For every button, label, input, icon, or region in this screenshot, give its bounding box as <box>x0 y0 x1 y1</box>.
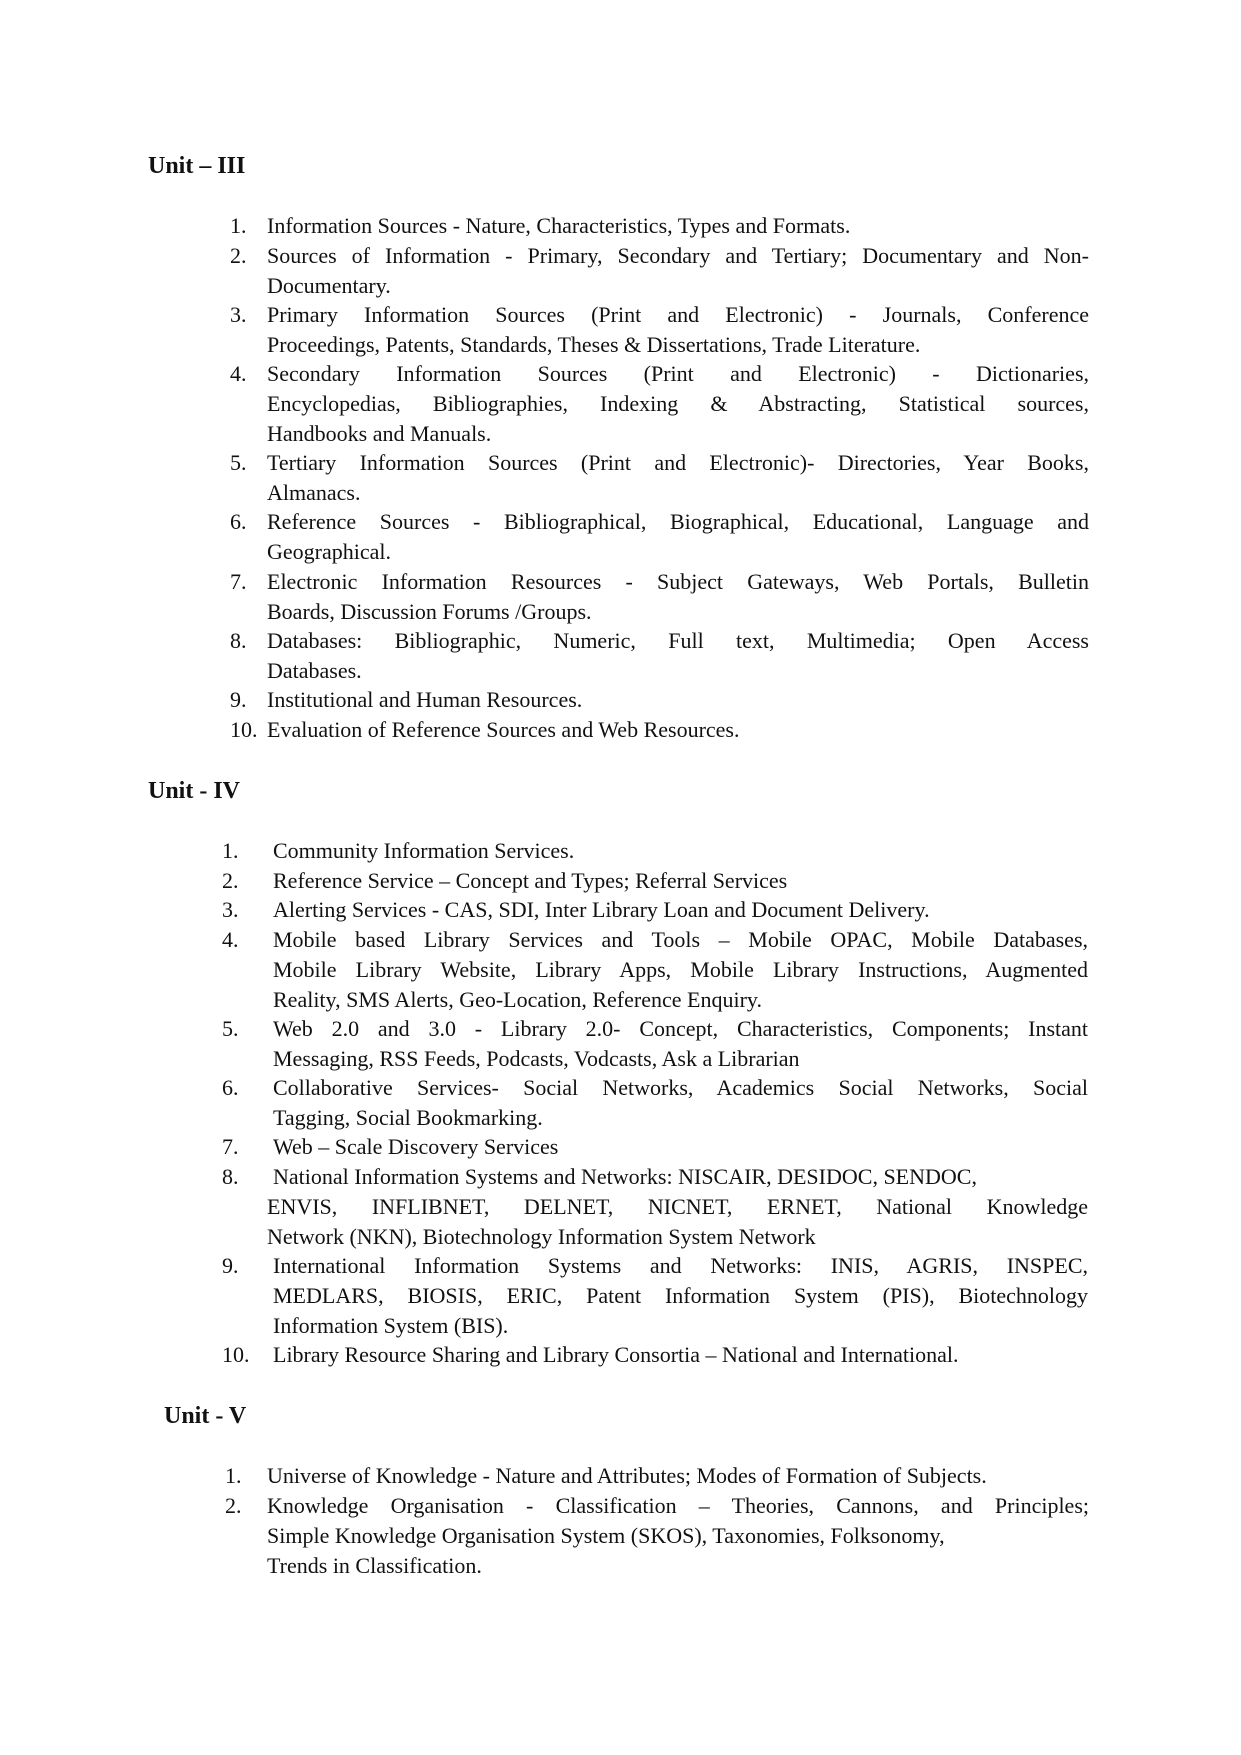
item-line: Handbooks and Manuals. <box>267 421 492 446</box>
item-text <box>273 925 1088 1015</box>
item-text <box>267 211 1089 241</box>
item-text <box>273 1073 1088 1133</box>
item-number: 6. <box>230 509 247 534</box>
item-line: Web 2.0 and 3.0 - Library 2.0- Concept, Characteristics, Components; Instant <box>273 1016 1088 1041</box>
item-number: 3. <box>230 302 247 327</box>
item-text <box>267 685 1089 715</box>
item-line: Evaluation of Reference Sources and Web Resources. <box>267 717 740 742</box>
item-line: Databases: Bibliographic, Numeric, Full text, Multimedia; Open Access <box>267 628 1089 653</box>
item-text <box>267 300 1089 360</box>
item-text <box>267 241 1089 301</box>
item-line: Primary Information Sources (Print and Electronic) - Journals, Conference <box>267 302 1089 327</box>
item-text <box>267 626 1089 686</box>
item-text <box>267 1461 1089 1491</box>
item-number: 9. <box>222 1253 239 1278</box>
item-number: 5. <box>222 1016 239 1041</box>
item-line: Messaging, RSS Feeds, Podcasts, Vodcasts, Ask a Librarian <box>273 1046 800 1071</box>
item-number: 1. <box>230 213 247 238</box>
unit-heading: Unit – III <box>148 153 246 179</box>
item-line: Universe of Knowledge - Nature and Attributes; Modes of Formation of Subjects. <box>267 1463 987 1488</box>
item-line: Reference Sources - Bibliographical, Biographical, Educational, Language and <box>267 509 1089 534</box>
item-line: Information System (BIS). <box>273 1313 509 1338</box>
item-text <box>273 895 1088 925</box>
item-text <box>273 1251 1088 1341</box>
item-line: Databases. <box>267 658 362 683</box>
item-line: Proceedings, Patents, Standards, Theses & Dissertations, Trade Literature. <box>267 332 921 357</box>
item-number: 6. <box>222 1075 239 1100</box>
item-text <box>273 1014 1088 1074</box>
item-text <box>267 715 1089 745</box>
item-line: Simple Knowledge Organisation System (SKOS), Taxonomies, Folksonomy, <box>267 1523 945 1548</box>
item-line: Community Information Services. <box>273 838 575 863</box>
item-line: ENVIS, INFLIBNET, DELNET, NICNET, ERNET, National Knowledge <box>267 1194 1088 1219</box>
item-line: Knowledge Organisation - Classification – Theories, Cannons, and Principles; <box>267 1493 1089 1518</box>
item-text <box>267 359 1089 449</box>
item-line: Encyclopedias, Bibliographies, Indexing & Abstracting, Statistical sources, <box>267 391 1089 416</box>
item-line: Reference Service – Concept and Types; Referral Services <box>273 868 788 893</box>
item-line: Electronic Information Resources - Subject Gateways, Web Portals, Bulletin <box>267 569 1089 594</box>
item-number: 10. <box>230 717 258 742</box>
item-line: Tagging, Social Bookmarking. <box>273 1105 543 1130</box>
item-text <box>273 1132 1088 1162</box>
item-number: 7. <box>230 569 247 594</box>
item-text <box>267 507 1089 567</box>
unit-heading: Unit - V <box>164 1403 247 1429</box>
item-line: Mobile Library Website, Library Apps, Mobile Library Instructions, Augmented <box>273 957 1088 982</box>
item-line: Library Resource Sharing and Library Consortia – National and International. <box>273 1342 959 1367</box>
item-number: 2. <box>222 868 239 893</box>
item-line: Trends in Classification. <box>267 1553 482 1578</box>
item-line: Almanacs. <box>267 480 361 505</box>
item-line: Boards, Discussion Forums /Groups. <box>267 599 592 624</box>
item-line: Web – Scale Discovery Services <box>273 1134 559 1159</box>
item-line: Alerting Services - CAS, SDI, Inter Library Loan and Document Delivery. <box>273 897 930 922</box>
item-line: Collaborative Services- Social Networks, Academics Social Networks, Social <box>273 1075 1088 1100</box>
item-number: 1. <box>222 838 239 863</box>
item-line: Geographical. <box>267 539 391 564</box>
item-number: 2. <box>230 243 247 268</box>
item-number: 7. <box>222 1134 239 1159</box>
item-line: Secondary Information Sources (Print and Electronic) - Dictionaries, <box>267 361 1089 386</box>
item-number: 10. <box>222 1342 250 1367</box>
item-number: 2. <box>225 1493 242 1518</box>
item-text <box>267 1162 1088 1252</box>
item-number: 4. <box>222 927 239 952</box>
item-line: MEDLARS, BIOSIS, ERIC, Patent Information System (PIS), Biotechnology <box>273 1283 1088 1308</box>
item-number: 8. <box>222 1164 239 1189</box>
item-number: 3. <box>222 897 239 922</box>
item-number: 8. <box>230 628 247 653</box>
item-line: Tertiary Information Sources (Print and Electronic)- Directories, Year Books, <box>267 450 1089 475</box>
item-text <box>267 448 1089 508</box>
item-line: Reality, SMS Alerts, Geo-Location, Reference Enquiry. <box>273 987 762 1012</box>
item-text <box>267 567 1089 627</box>
item-number: 9. <box>230 687 247 712</box>
item-line: Sources of Information - Primary, Secondary and Tertiary; Documentary and Non- <box>267 243 1089 268</box>
item-text <box>267 1491 1089 1581</box>
item-line: Information Sources - Nature, Characteristics, Types and Formats. <box>267 213 851 238</box>
item-line: Network (NKN), Biotechnology Information System Network <box>267 1224 816 1249</box>
item-text <box>273 836 1088 866</box>
item-line: National Information Systems and Networks: NISCAIR, DESIDOC, SENDOC, <box>273 1164 977 1189</box>
item-line: Documentary. <box>267 273 391 298</box>
item-number: 4. <box>230 361 247 386</box>
item-text <box>273 1340 1088 1370</box>
item-line: Institutional and Human Resources. <box>267 687 583 712</box>
item-number: 1. <box>225 1463 242 1488</box>
item-line: Mobile based Library Services and Tools – Mobile OPAC, Mobile Databases, <box>273 927 1088 952</box>
unit-heading: Unit - IV <box>148 778 241 804</box>
item-line: International Information Systems and Networks: INIS, AGRIS, INSPEC, <box>273 1253 1088 1278</box>
item-number: 5. <box>230 450 247 475</box>
item-text <box>273 866 1088 896</box>
